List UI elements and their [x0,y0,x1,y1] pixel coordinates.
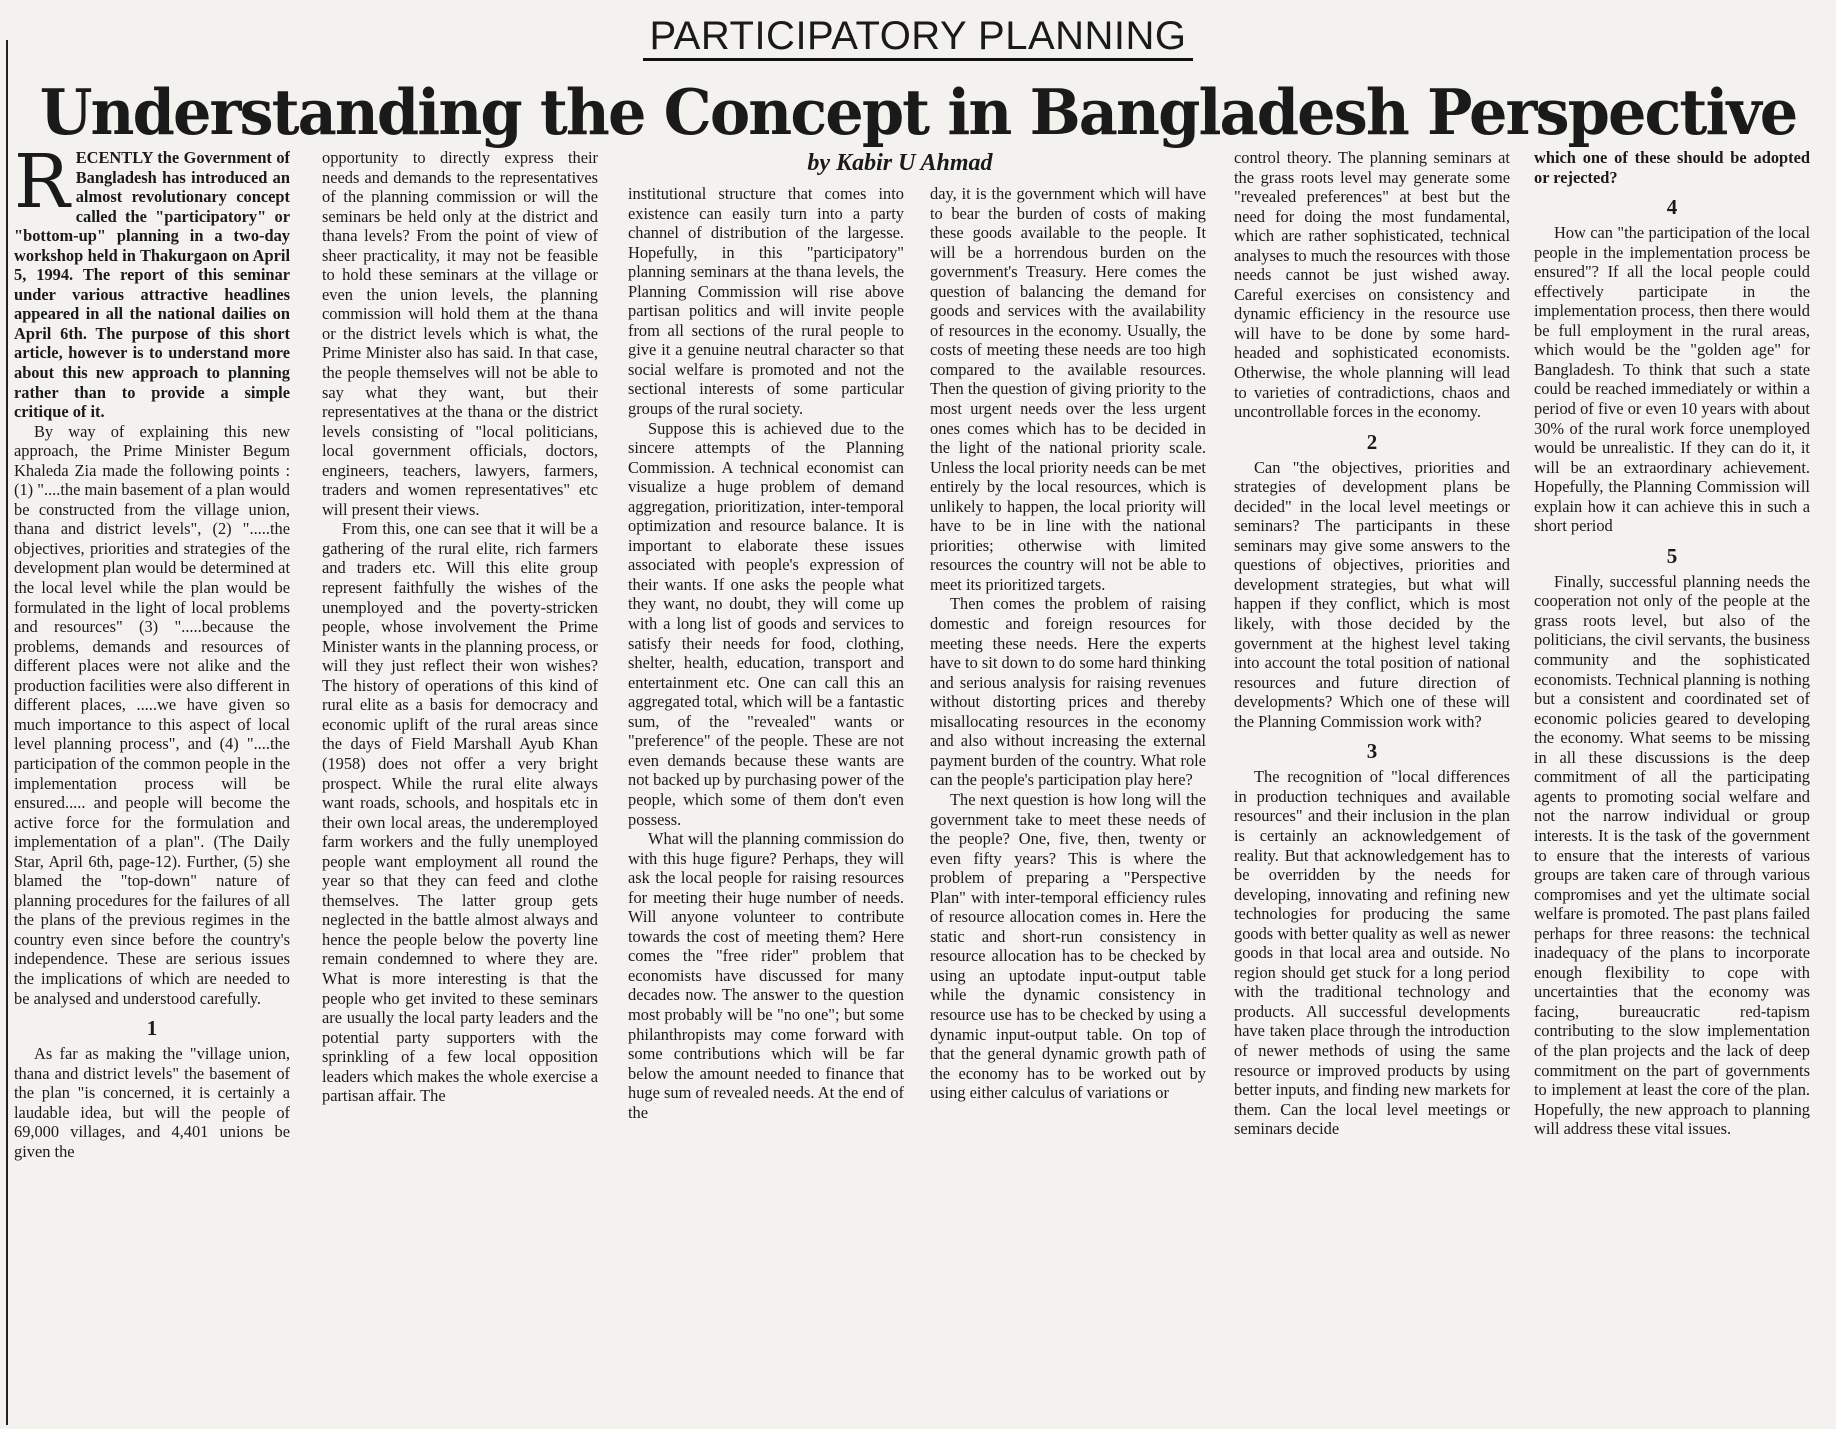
kicker [0,14,1836,58]
paragraph [14,148,290,422]
paragraph: The next question is how long will the government take to meet these needs of the people? One, five, then, twenty or even fifty years? This is where the problem of preparing a "Perspective Plan" with inter-temporal efficiency rules of resource allocation comes in. Here the static and short-run consistency in resource allocation has to be checked by using an uptodate input-output table while the dynamic consistency in resource use has to be checked by using a dynamic input-output table. On top of that the general dynamic growth path of the economy has to be worked out by using either calculus of variations or [930,789,1206,1103]
column-3 [628,184,904,1426]
paragraph: Can "the objectives, priorities and strategies of development plans be decided" in the local level meetings or seminars? The participants in these seminars may give some answers to the questions of objectives, priorities and development strategies, but what will happen if they conflict, which is most likely, with those decided by the government at the highest level taking into account the total position of national resources and future direction of developments? Which one of these will the Planning Commission work with? [1234,457,1510,731]
paragraph: institutional structure that comes into existence can easily turn into a party channel of distribution of the largesse. Hopefully, in this "participatory" planning seminars at the thana levels, the Planning Commission will rise above partisan politics and will invite people from all sections of the rural people to give it a genuine neutral character so that social welfare is promoted and not the sectional interests of some particular groups of the rural society. [628,184,904,419]
lead-text: ECENTLY the Government of Bangladesh has introduced an almost revolutionary concept called the "participatory" or "bottom-up" planning in a two-day workshop held in Thakurgaon on April 5, 1994. The report of this seminar under various attractive headlines appeared in all the national dailies on April 6th. The purpose of this short article, however is to understand more about this new approach to planning rather than to provide a simple critique of it. [14,148,290,422]
paragraph: day, it is the government which will have to bear the burden of costs of making these goods available to the people. It will be a horrendous burden on the government's Treasury. Here comes the question of balancing the demand for goods and services with the availability of resources in the economy. Usually, the costs of meeting these needs are too high compared to the available resources. Then the question of giving priority to the most urgent needs over the less urgent ones comes which has to be decided in the light of the national priority scale. Unless the local priority needs can be met entirely by the local resources, which is unlikely to happen, the local priority will have to be in line with the national priorities; otherwise with limited resources the country will not be able to meet its prioritized targets. [930,184,1206,594]
paragraph: opportunity to directly express their needs and demands to the representatives of the planning commission or will the seminars be held only at the district and thana levels? From the point of view of sheer practicality, it may not be feasible to hold these seminars at the village or even the union levels, the planning commission will hold them at the thana or the district levels which is what, the Prime Minister also has said. In that case, the people themselves will not be able to say what they want, but their representatives at the thana or the district levels consisting of "local politicians, local government officials, doctors, engineers, teachers, lawyers, farmers, traders and women representatives" etc will present their views. [322,148,598,519]
section-number: 2 [1366,429,1378,454]
left-column-rule [6,40,8,1425]
section-number: 5 [1666,543,1678,568]
paragraph: How can "the participation of the local people in the implementation process be ensured"? If all the local people could effectively participate in the implementation process, then there would be full employment in the rural areas, which would be the "golden age" for Bangladesh. To think that such a state could be reached immediately or within a period of five or even 10 years with about 30% of the rural work force unemployed would be unrealistic. If they can do it, it will be an extraordinary achievement. Hopefully, the Planning Commission will explain how it can achieve this in such a short period [1534,223,1810,536]
paragraph: The recognition of "local differences in production techniques and available resources" and their inclusion in the plan is certainly an acknowledgement of reality. But that acknowledgement has to be overridden by the needs for developing, innovating and refining new technologies for producing the same goods with better quality as well as newer goods in that local area and outside. No region should get stuck for a long period with the traditional technology and products. All successful developments have taken place through the introduction of newer methods of using the same resource or improved products by using better inputs, and finding new markets for them. Can the local level meetings or seminars decide [1234,767,1510,1139]
paragraph: What will the planning commission do with this huge figure? Perhaps, they will ask the local people for raising resources for meeting their huge number of needs. Will anyone volunteer to contribute towards the cost of meeting them? Here comes the "free rider" problem that economists have discussed for many decades now. The answer to the question most probably will be "no one"; but some philanthropists may come forward with some contributions which will be far below the amount needed to finance that huge sum of revealed needs. At the end of the [628,829,904,1122]
column-1 [14,148,290,1426]
kicker-text: PARTICIPATORY PLANNING [643,14,1192,61]
column-6 [1534,148,1810,1426]
paragraph: Then comes the problem of raising domestic and foreign resources for meeting these needs. Here the experts have to sit down to do some hard thinking and serious analysis for raising revenues without distorting prices and thereby misallocating resources in the economy and also without increasing the external payment burden of the country. What role can the people's participation play here? [930,594,1206,790]
byline: by Kabir U Ahmad [807,150,993,176]
paragraph: which one of these should be adopted or rejected? [1534,148,1810,187]
paragraph: From this, one can see that it will be a gathering of the rural elite, rich farmers and traders etc. Will this elite group represent faithfully the wishes of the unemployed and the poverty-stricken people, whose involvement the Prime Minister wants in the planning process, or will they just reflect their won wishes? The history of operations of this kind of rural elite as a basis for democracy and economic uplift of the rural areas since the days of Field Marshall Ayub Khan (1958) does not offer a very bright prospect. While the rural elite always want roads, schools, and hospitals etc in their own local areas, the underemployed farm workers and the fully unemployed people want employment all round the year so that they can feed and clothe themselves. The latter group gets neglected in the battle almost always and hence the people below the poverty line remain condemned to where they are. What is more interesting is that the people who get invited to these seminars are usually the local party leaders and the potential party supporters with the sprinkling of a few local opposition leaders which makes the whole exercise a partisan affair. The [322,519,598,1106]
section-number: 4 [1666,195,1678,220]
column-5 [1234,148,1510,1426]
paragraph: control theory. The planning seminars at the grass roots level may generate some "revealed preferences" at best but the need for doing the most fundamental, which are rather sophisticated, technical analyses to much the resources with those needs cannot be just wished away. Careful exercises on consistency and dynamic efficiency in the resource use will have to be done by some hard-headed and sophisticated economists. Otherwise, the whole planning will lead to varieties of contradictions, chaos and uncontrollable forces in the economy. [1234,148,1510,422]
paragraph: By way of explaining this new approach, the Prime Minister Begum Khaleda Zia made the following points : (1) "....the main basement of a plan would be constructed from the village union, thana and district levels", (2) ".....the objectives, priorities and strategies of the development plan would be determined at the local level while the plan would be formulated in the light of local problems and resources" (3) ".....because the problems, demands and resources of different places were not alike and the production facilities were also different in different places, .....we have given so much importance to this aspect of local level planning process", and (4) "....the participation of the common people in the implementation process will be ensured..... and people will become the active force for the formulation and implementation of a plan". (The Daily Star, April 6th, page-12). Further, (5) she blamed the "top-down" nature of planning procedures for the failures of all the plans of the previous regimes in the country even since before the country's independence. These are serious issues the implications of which are needed to be analysed and understood carefully. [14,421,290,1008]
drop-cap: R [14,148,70,225]
paragraph: Finally, successful planning needs the cooperation not only of the people at the grass roots level, but also of the politicians, the civil servants, the business community and the sophisticated economists. Technical planning is nothing but a consistent and coordinated set of economic policies geared to developing the economy. What seems to be missing in all these discussions is the deep commitment of all the participating agents to promoting social welfare and not the narrow individual or group interests. It is the task of the government to ensure that the interests of various groups are taken care of through various compromises and yet the ultimate social welfare is promoted. The past plans failed perhaps for three reasons: the technical inadequacy of the plans to incorporate enough flexibility to cope with uncertainties that the economy was facing, bureaucratic red-tapism contributing to the slow implementation of the plan projects and the lack of deep commitment on the part of governments to implement at least the core of the plan. Hopefully, the new approach to planning will address these vital issues. [1534,571,1810,1139]
paragraph: Suppose this is achieved due to the sincere attempts of the Planning Commission. A technical economist can visualize a huge problem of demand aggregation, prioritization, inter-temporal optimization and resource balance. It is important to elaborate these issues associated with people's expression of their wants. If one asks the people what they want, no doubt, they will come up with a long list of goods and services to satisfy their needs for food, clothing, shelter, health, education, transport and entertainment etc. One can call this an aggregated total, which will be a fantastic sum, of the "revealed" wants or "preference" of the people. These are not even demands because these wants are not backed up by purchasing power of the people, which some of them don't even possess. [628,418,904,829]
section-number: 3 [1366,739,1378,764]
headline: Understanding the Concept in Bangladesh Perspective [39,75,1797,149]
paragraph: As far as making the "village union, thana and district levels" the basement of the plan "is concerned, it is certainly a laudable idea, but will the people of 69,000 villages, and 4,401 unions be given the [14,1044,290,1161]
column-2 [322,148,598,1426]
column-4 [930,184,1206,1426]
section-number: 1 [146,1016,158,1041]
